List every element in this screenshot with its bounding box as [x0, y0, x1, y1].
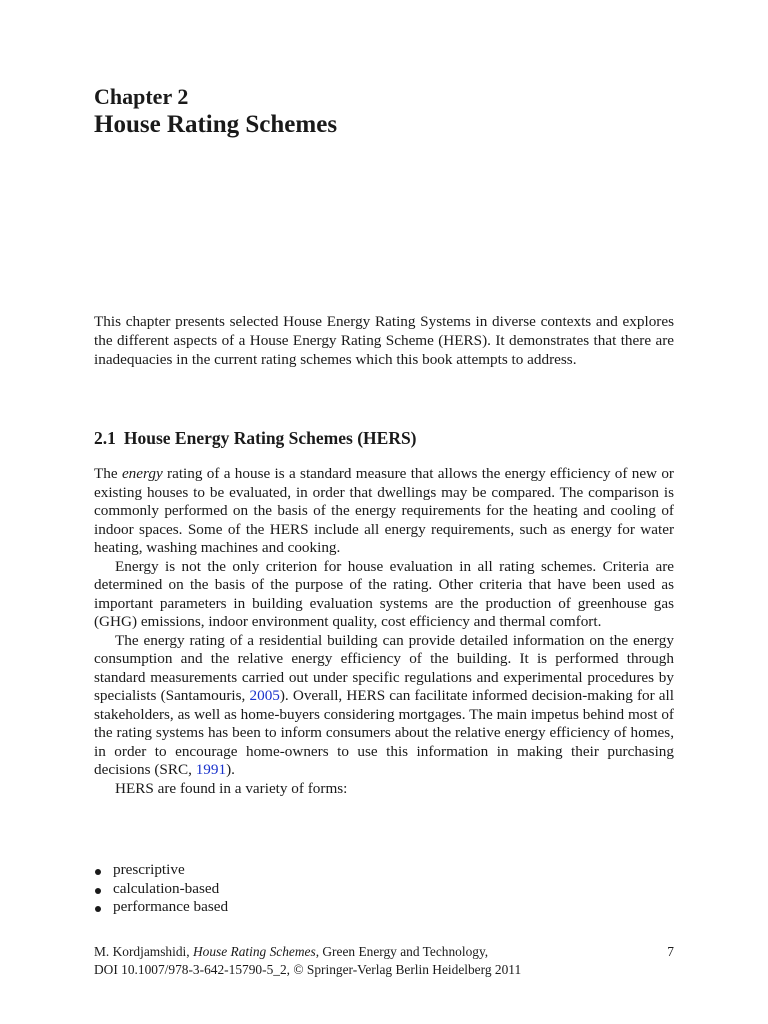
- chapter-abstract: This chapter presents selected House Energy Rating Systems in diverse contexts and explores the different aspects of a House Energy Rating Scheme (HERS). It demonstrates that there are inadequacies in the current rating schemes which this book attempts to address.: [94, 313, 674, 368]
- citation-link-src[interactable]: 1991: [195, 761, 227, 778]
- bullet-icon: [95, 906, 101, 912]
- chapter-label: Chapter 2: [94, 84, 189, 109]
- list-item-text: performance based: [113, 898, 229, 915]
- list-item: [94, 898, 228, 917]
- paragraph-4: HERS are found in a variety of forms:: [115, 779, 348, 797]
- page-number: 7: [667, 944, 674, 959]
- paragraph-1-start: The: [94, 465, 122, 482]
- footer-doi: DOI 10.1007/978-3-642-15790-5_2, © Springer-Verlag Berlin Heidelberg 2011: [94, 962, 522, 977]
- section-heading: [94, 427, 417, 449]
- paragraph-1: [94, 465, 674, 558]
- section-number: 2.1: [94, 428, 116, 448]
- list-item-text: calculation-based: [113, 879, 220, 897]
- paragraph-3: [94, 632, 674, 780]
- paragraph-1-rest: rating of a house is a standard measure that allows the energy efficiency of new or existing houses to be evaluated, in order that dwellings may be compared. The comparison is commonly performed on the basis of the energy requirements for the heating and cooling of indoor spaces. Some of the HERS include all energy requirements, such as energy for water heating, washing machines and cooking.: [94, 465, 674, 556]
- list-item: [94, 861, 228, 880]
- paragraph-2: Energy is not the only criterion for house evaluation in all rating schemes. Criteria are determined on the basis of the purpose of the rating. Other criteria that have been used as important parameters in building evaluation systems are the production of greenhouse gas (GHG) emissions, indoor environment quality, cost efficiency and thermal comfort.: [94, 557, 674, 630]
- citation-link-santamouris[interactable]: 2005: [249, 687, 280, 704]
- footer-series: , Green Energy and Technology,: [315, 944, 489, 959]
- paragraph-3-part-a: The energy rating of a residential building can provide detailed information on the energy consumption and the relative energy efficiency of the building. It is performed through standard measurements carried out under specific regulations and experimental procedures by specialists (Santamouris,: [94, 631, 674, 704]
- list-item: [94, 880, 228, 899]
- bullet-icon: [95, 869, 101, 875]
- paragraph-3-part-c: ).: [226, 761, 235, 778]
- chapter-title: House Rating Schemes: [94, 111, 338, 138]
- section-body: [94, 465, 674, 798]
- bullet-list: [94, 861, 228, 917]
- page-footer: [94, 943, 674, 979]
- paragraph-3-part-b: ). Overall, HERS can facilitate informed decision-making for all stakeholders, as well as home-buyers considering mortgages. The main impetus behind most of the rating systems has been to inform consumers about the relative energy efficiency of homes, in order to encourage home-owners to use this information in making their purchasing decisions (SRC,: [94, 687, 674, 778]
- footer-book-title: House Rating Schemes: [192, 944, 316, 959]
- footer-author: M. Kordjamshidi,: [94, 944, 193, 959]
- emphasis-energy: energy: [121, 465, 163, 482]
- page: [94, 0, 674, 1024]
- section-title: House Energy Rating Schemes (HERS): [123, 428, 417, 448]
- bullet-icon: [95, 888, 101, 894]
- list-item-text: prescriptive: [113, 861, 185, 878]
- footer-citation-line: [94, 943, 674, 961]
